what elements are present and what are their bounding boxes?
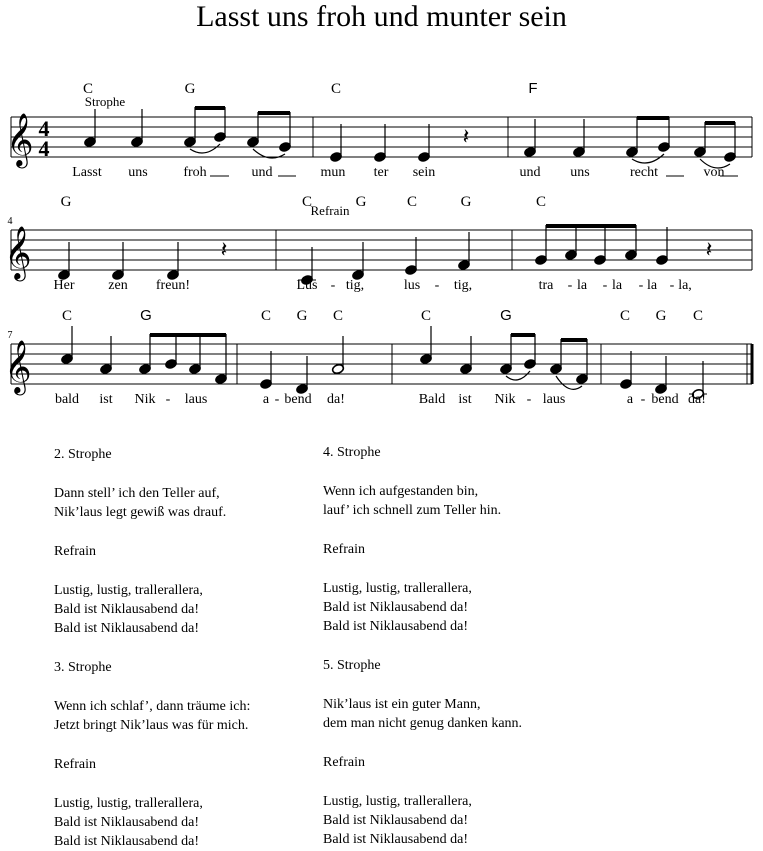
verse-line: Bald ist Niklausabend da! (54, 834, 200, 849)
verse-line: Lustig, lustig, trallerallera, (323, 581, 472, 596)
lyric-syllable: laus (184, 392, 208, 407)
staff-system (4, 326, 752, 400)
lyric-syllable: a (626, 392, 634, 407)
chord-symbol: C (260, 308, 272, 324)
lyric-syllable: von (703, 165, 725, 180)
spacer (323, 733, 522, 753)
beam (637, 116, 669, 120)
spacer (54, 735, 250, 755)
verse-heading: 5. Strophe (323, 658, 381, 673)
spacer (54, 464, 250, 484)
chord-symbol: C (535, 194, 547, 210)
lyric-syllable: - (274, 392, 280, 407)
chord-symbol: G (296, 308, 308, 324)
verse-line: Bald ist Niklausabend da! (54, 621, 200, 636)
lyric-syllable: freun! (155, 278, 191, 293)
lyric-syllable: Her (53, 278, 75, 293)
spacer (323, 772, 522, 792)
verse-line: Dann stell’ ich den Teller auf, (54, 486, 220, 501)
lyric-syllable: recht (630, 165, 658, 180)
beam (150, 333, 226, 337)
spacer (323, 636, 522, 656)
beam (195, 106, 225, 110)
lyric-syllable: ist (458, 392, 472, 407)
chord-symbol: G (500, 307, 512, 324)
sheet-music (0, 0, 763, 420)
lyric-syllable: - (602, 278, 608, 293)
measure-number: 4 (7, 216, 13, 227)
section-label-strophe: Strophe (84, 94, 126, 109)
verse-heading: Refrain (54, 757, 96, 772)
measure-number: 7 (7, 330, 13, 341)
verse-heading: 4. Strophe (323, 445, 381, 460)
lyric-syllable: Nik (134, 392, 156, 407)
quarter-rest: 𝄽 (705, 238, 713, 263)
verse-line: Bald ist Niklausabend da! (54, 602, 200, 617)
beam (511, 333, 535, 337)
lyric-syllable: bend (651, 392, 679, 407)
verse-line: Bald ist Niklausabend da! (323, 619, 469, 634)
lyric-syllable: Nik (494, 392, 516, 407)
verse-line: Bald ist Niklausabend da! (54, 815, 200, 830)
chord-symbol: G (184, 81, 196, 97)
verse-heading: 3. Strophe (54, 660, 112, 675)
chord-symbol: C (301, 194, 313, 210)
verse-line: lauf’ ich schnell zum Teller hin. (323, 503, 502, 518)
lyric-syllable: froh (183, 165, 207, 180)
lyric-syllable: da! (688, 392, 706, 407)
lyric-syllable: und (251, 165, 273, 180)
beam (561, 338, 587, 342)
lyric-syllable: zen (108, 278, 128, 293)
spacer (54, 774, 250, 794)
chord-symbol: G (355, 194, 367, 210)
verse-heading: 2. Strophe (54, 447, 112, 462)
spacer (54, 522, 250, 542)
chord-symbol: C (692, 308, 704, 324)
lyric-syllable: la (576, 278, 588, 293)
spacer (54, 677, 250, 697)
quarter-rest: 𝄽 (462, 125, 470, 150)
chord-symbol: C (406, 194, 418, 210)
lyric-syllable: la, (678, 278, 692, 293)
lyric-syllable: ter (373, 165, 389, 180)
lyric-syllable: Lasst (72, 165, 102, 180)
chord-symbol: C (82, 81, 94, 97)
chord-symbol: G (60, 194, 72, 210)
quarter-rest: 𝄽 (220, 238, 228, 263)
beam (546, 224, 636, 228)
lyric-syllable: - (567, 278, 573, 293)
lyric-syllable: - (165, 392, 171, 407)
time-signature-bottom: 4 (38, 136, 50, 161)
lyric-syllable: uns (570, 165, 590, 180)
spacer (323, 675, 522, 695)
lyric-syllable: - (526, 392, 532, 407)
chord-symbol: C (420, 308, 432, 324)
lyric-syllable: - (638, 278, 644, 293)
verse-line: Lustig, lustig, trallerallera, (54, 583, 203, 598)
verse-heading: Refrain (323, 755, 365, 770)
verse-line: Bald ist Niklausabend da! (323, 832, 469, 847)
treble-clef-icon: 𝄞 (6, 112, 34, 166)
chord-symbol: F (528, 80, 538, 97)
verses-left-column (54, 445, 250, 851)
verse-line: Bald ist Niklausabend da! (323, 813, 469, 828)
spacer (323, 520, 522, 540)
lyric-syllable: uns (128, 165, 148, 180)
lyric-syllable: tig, (345, 278, 365, 293)
lyric-syllable: la (611, 278, 623, 293)
verse-line: Nik’laus legt gewiß was drauf. (54, 505, 227, 520)
lyric-syllable: und (519, 165, 541, 180)
lyric-syllable: - (434, 278, 440, 293)
lyric-syllable: tra (538, 278, 554, 293)
time-signature-top: 4 (38, 116, 50, 141)
spacer (323, 559, 522, 579)
spacer (54, 638, 250, 658)
slur (190, 144, 220, 153)
lyric-syllable: a (262, 392, 270, 407)
slur (506, 371, 530, 380)
verse-line: Bald ist Niklausabend da! (323, 600, 469, 615)
lyric-syllable: ist (99, 392, 113, 407)
section-label-refrain: Refrain (310, 203, 350, 218)
lyric-syllable: sein (412, 165, 436, 180)
lyric-syllable: tig, (453, 278, 473, 293)
chord-symbol: C (332, 308, 344, 324)
chord-symbol: C (619, 308, 631, 324)
verse-heading: Refrain (54, 544, 96, 559)
verse-line: Nik’laus ist ein guter Mann, (323, 697, 481, 712)
beam (258, 111, 290, 115)
verse-line: dem man nicht genug danken kann. (323, 716, 523, 731)
chord-symbol: G (655, 308, 667, 324)
song-title: Lasst uns froh und munter sein (196, 0, 567, 33)
lyric-syllable: bend (284, 392, 312, 407)
verses-right-column (323, 443, 522, 849)
lyric-syllable: da! (327, 392, 345, 407)
lyric-syllable: Bald (418, 392, 446, 407)
chord-symbol: C (61, 308, 73, 324)
verse-line: Jetzt bringt Nik’laus was für mich. (54, 718, 249, 733)
chord-symbol: G (140, 307, 152, 324)
treble-clef-icon: 𝄞 (4, 339, 32, 393)
staff-system (4, 224, 752, 286)
verse-line: Wenn ich schlaf’, dann träume ich: (54, 699, 251, 714)
lyric-syllable: - (330, 278, 336, 293)
beam (705, 121, 735, 125)
verse-line: Lustig, lustig, trallerallera, (323, 794, 472, 809)
slur (632, 154, 664, 163)
lyric-syllable: - (669, 278, 675, 293)
chord-symbol: G (460, 194, 472, 210)
lyric-syllable: - (640, 392, 646, 407)
lyric-syllable: laus (542, 392, 566, 407)
lyric-syllable: mun (320, 165, 346, 180)
lyric-syllable: la (646, 278, 658, 293)
lyric-syllable: lus (403, 278, 421, 293)
staff-system (6, 106, 752, 168)
spacer (54, 561, 250, 581)
spacer (323, 462, 522, 482)
treble-clef-icon: 𝄞 (4, 225, 32, 279)
verse-line: Wenn ich aufgestanden bin, (323, 484, 479, 499)
lyric-syllable: Lus (296, 278, 318, 293)
chord-symbol: C (330, 81, 342, 97)
verse-heading: Refrain (323, 542, 365, 557)
lyric-syllable: bald (54, 392, 80, 407)
verse-line: Lustig, lustig, trallerallera, (54, 796, 203, 811)
